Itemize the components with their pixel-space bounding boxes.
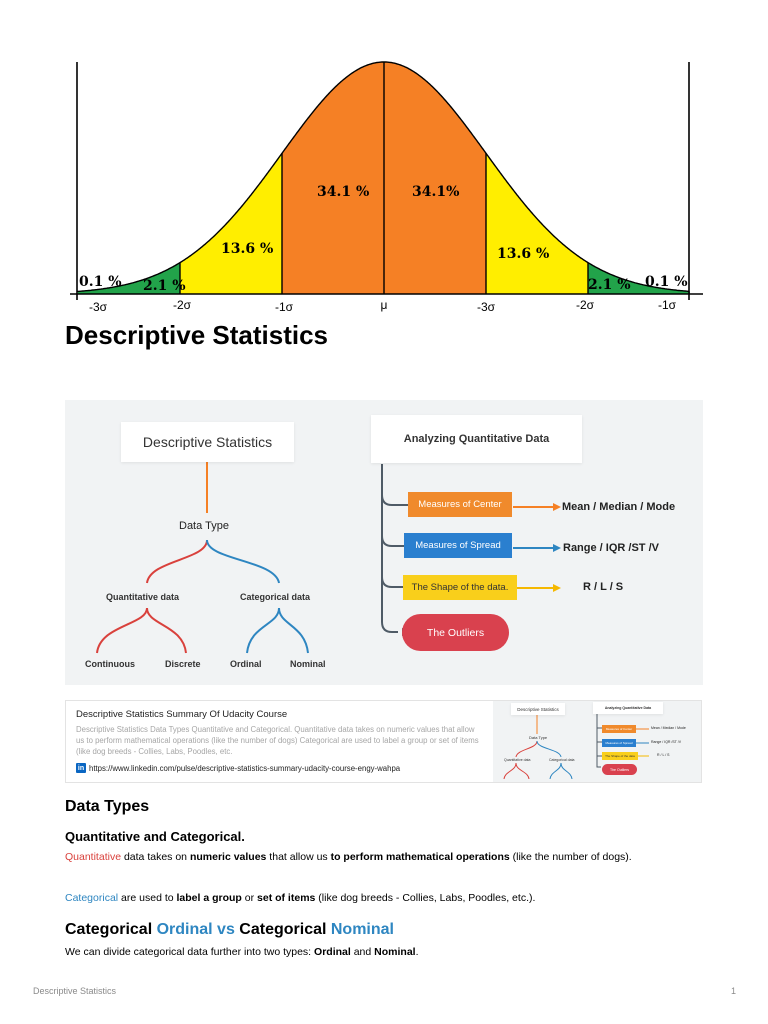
quantitative-paragraph — [65, 851, 632, 863]
link-card-title[interactable]: Descriptive Statistics Summary Of Udacity Course — [76, 709, 288, 720]
paragraph-bold: numeric values — [189, 851, 267, 863]
paragraph-text: that allow us — [266, 851, 331, 863]
axis-tick-label: μ — [380, 298, 388, 312]
paragraph-text: or — [241, 892, 258, 904]
descriptive-statistics-diagram — [65, 400, 703, 685]
diagram-continuous-label: Continuous — [85, 659, 135, 669]
paragraph-text: (like the number of dogs). — [509, 851, 632, 863]
thumb-analyzing-label: Analyzing Quantitative Data — [604, 706, 652, 710]
thumb-categorical-label: Categorical data — [549, 758, 575, 762]
thumb-center-label: Measures of Center — [605, 727, 633, 731]
pct-label-center-right: 34.1% — [412, 184, 460, 200]
paragraph-bold: Nominal — [374, 946, 416, 958]
link-card-thumbnail — [493, 701, 701, 782]
diagram-center-node — [408, 492, 512, 517]
data-types-heading: Data Types — [65, 798, 150, 815]
diagram-spread-result: Range / IQR /ST /V — [563, 542, 659, 554]
pct-label-center-left: 34.1 % — [317, 184, 370, 200]
diagram-spread-node — [404, 533, 512, 558]
link-card-url[interactable]: https://www.linkedin.com/pulse/descriptive-statistics-summary-udacity-course-engy-wahpa — [89, 763, 401, 773]
axis-tick-label: -1σ — [657, 298, 677, 312]
heading-text: Categorical — [65, 921, 157, 938]
linkedin-icon: in — [77, 764, 85, 772]
thumb-quantitative-label: Quantitative data — [504, 758, 531, 762]
diagram-root-label: Descriptive Statistics — [142, 434, 273, 450]
ordinal-nominal-paragraph — [65, 946, 419, 958]
heading-text: Categorical — [234, 921, 331, 938]
heading-ordinal-term: Ordinal vs — [156, 921, 235, 938]
diagram-categorical-label: Categorical data — [240, 592, 311, 602]
paragraph-bold: label a group — [176, 892, 242, 904]
axis-tick-label: -3σ — [476, 300, 496, 314]
diagram-center-result: Mean / Median / Mode — [562, 501, 676, 513]
thumb-center-node — [602, 725, 636, 733]
thumb-center-result: Mean / Median / Mode — [651, 726, 686, 730]
diagram-shape-node — [403, 575, 517, 600]
paragraph-text: . — [415, 946, 419, 958]
link-card-description: Descriptive Statistics Data Types Quantitative and Categorical. Quantitative data takes on numeric values that allow us to perform mathematical operations (like the number of dogs) Categorical are used to label a group or set of items (like dog breeds - Collies, Labs, Poodles, etc. — [76, 725, 479, 756]
diagram-quantitative-label: Quantitative data — [106, 592, 180, 602]
pct-label-tail-left: 0.1 % — [79, 274, 122, 290]
axis-tick-label: -2σ — [575, 298, 595, 312]
footer-page-number: 1 — [731, 986, 737, 996]
diagram-analyzing-node — [371, 415, 582, 463]
thumb-data-type-label: Data Type — [529, 735, 548, 740]
diagram-shape-result: R / L / S — [583, 581, 624, 593]
diagram-analyzing-label: Analyzing Quantitative Data — [403, 433, 550, 445]
paragraph-bold: set of items — [257, 892, 316, 904]
paragraph-bold: Ordinal — [314, 946, 351, 958]
thumb-analyzing-node — [593, 702, 663, 714]
paragraph-bold: to perform mathematical operations — [330, 851, 510, 863]
diagram-ordinal-label: Ordinal — [230, 659, 262, 669]
paragraph-text: We can divide categorical data further into two types: — [65, 946, 315, 958]
thumb-spread-result: Range / IQR /ST /V — [651, 740, 682, 744]
categorical-paragraph — [65, 892, 535, 904]
thumb-shape-result: R / L / S — [657, 753, 670, 757]
diagram-spread-label: Measures of Spread — [415, 540, 501, 551]
diagram-shape-label: The Shape of the data. — [411, 582, 509, 593]
thumb-root-node — [511, 703, 565, 715]
diagram-root-node — [121, 422, 294, 462]
thumb-outliers-node — [602, 764, 637, 775]
thumb-outliers-label: The Outliers — [609, 767, 630, 772]
region-center-left — [282, 62, 384, 294]
thumb-shape-label: The Shape of the data — [605, 754, 635, 758]
thumb-spread-node — [602, 739, 636, 747]
quantitative-categorical-subheading: Quantitative and Categorical. — [65, 829, 245, 844]
paragraph-text: are used to — [118, 892, 177, 904]
paragraph-text: (like dog breeds - Collies, Labs, Poodles, etc.). — [315, 892, 536, 904]
link-preview-card[interactable] — [65, 700, 702, 783]
diagram-center-label: Measures of Center — [418, 499, 502, 510]
thumb-spread-label: Measures of Spread — [605, 741, 633, 745]
footer-document-title: Descriptive Statistics — [33, 986, 117, 996]
paragraph-text: and — [350, 946, 375, 958]
pct-label-tail-right: 0.1 % — [645, 274, 688, 290]
thumb-shape-node — [602, 752, 638, 760]
paragraph-text: data takes on — [121, 851, 190, 863]
pct-label-outer-right: 2.1 % — [588, 277, 631, 293]
diagram-nominal-label: Nominal — [290, 659, 326, 669]
quantitative-term: Quantitative — [65, 851, 122, 863]
normal-distribution-figure — [0, 0, 768, 318]
axis-tick-label: -3σ — [88, 300, 108, 314]
thumb-root-label: Descriptive Statistics — [517, 706, 559, 712]
pct-label-mid-left: 13.6 % — [221, 241, 274, 257]
diagram-discrete-label: Discrete — [165, 659, 201, 669]
link-card-url-row[interactable] — [76, 763, 400, 773]
axis-tick-label: -2σ — [172, 298, 192, 312]
diagram-outliers-label: The Outliers — [426, 626, 485, 639]
pct-label-outer-left: 2.1 % — [143, 278, 186, 294]
page-title: Descriptive Statistics — [65, 320, 329, 350]
diagram-data-type-label: Data Type — [179, 520, 229, 532]
region-center-right — [384, 62, 486, 294]
diagram-outliers-node — [402, 614, 509, 651]
categorical-term: Categorical — [65, 892, 119, 904]
ordinal-nominal-heading — [65, 921, 394, 939]
axis-tick-label: -1σ — [274, 300, 294, 314]
pct-label-mid-right: 13.6 % — [497, 246, 550, 262]
heading-nominal-term: Nominal — [330, 921, 394, 938]
